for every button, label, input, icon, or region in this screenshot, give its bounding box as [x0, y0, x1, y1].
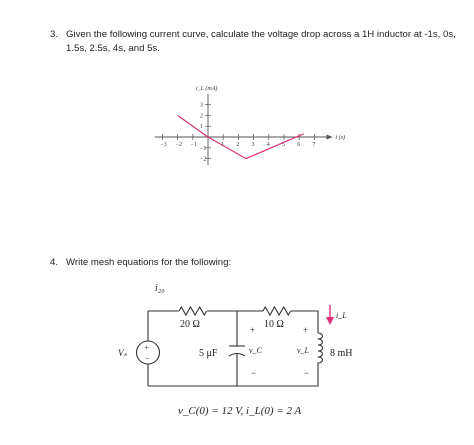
question-3-number: 3. — [50, 29, 59, 40]
question-4-number: 4. — [50, 257, 59, 268]
x-tick-label: 1 — [221, 142, 225, 148]
current-label: i₂₀ — [155, 283, 165, 294]
x-tick-label: −3 — [160, 142, 167, 148]
vl-label: v_L — [297, 346, 309, 355]
y-tick-label: 3 — [200, 102, 203, 109]
x-tick-label: −1 — [190, 142, 198, 148]
il-label: i_L — [336, 311, 347, 320]
resistor-10-label: 10 Ω — [264, 319, 284, 330]
vc-label: v_C — [249, 346, 262, 355]
vc-minus: − — [251, 368, 257, 378]
vc-plus: + — [250, 325, 256, 335]
y-axis-label: i_L (mA) — [196, 85, 218, 92]
x-tick-label: 6 — [297, 142, 301, 148]
source-minus: − — [145, 354, 150, 363]
inductor-coil — [318, 333, 323, 364]
question-3-text: Given the following current curve, calculate the voltage drop across a 1H inductor at -1s, 0s, 1.5s, 2.5s, 4s, and 5s. — [66, 29, 456, 54]
y-tick-label: 1 — [200, 124, 203, 131]
x-tick-label: 7 — [312, 142, 316, 148]
resistor-20-ohm — [179, 307, 207, 315]
initial-conditions: v_C(0) = 12 V, i_L(0) = 2 A — [178, 405, 302, 417]
source-plus: + — [144, 343, 150, 352]
vl-minus: − — [304, 368, 310, 378]
x-tick-label: −2 — [175, 142, 182, 148]
inductor-label: 8 mH — [330, 348, 353, 359]
resistor-10-ohm — [263, 307, 291, 315]
vl-plus: + — [303, 325, 309, 335]
inductor-current-arrow — [326, 305, 334, 325]
x-axis-label: t (s) — [335, 135, 346, 141]
x-tick-label: 5 — [282, 142, 285, 148]
y-tick-label: −2 — [200, 156, 207, 163]
x-tick-label: 3 — [251, 142, 255, 148]
y-tick-label: −1 — [200, 145, 207, 152]
question-4-text: Write mesh equations for the following: — [66, 257, 232, 268]
resistor-20-label: 20 Ω — [180, 319, 200, 330]
x-tick-label: 4 — [266, 142, 270, 148]
source-label: Vₛ — [118, 348, 127, 358]
capacitor-label: 5 μF — [199, 348, 218, 359]
wire-bottom — [148, 364, 318, 386]
y-tick-label: 2 — [200, 113, 203, 120]
x-tick-label: 2 — [236, 142, 240, 148]
